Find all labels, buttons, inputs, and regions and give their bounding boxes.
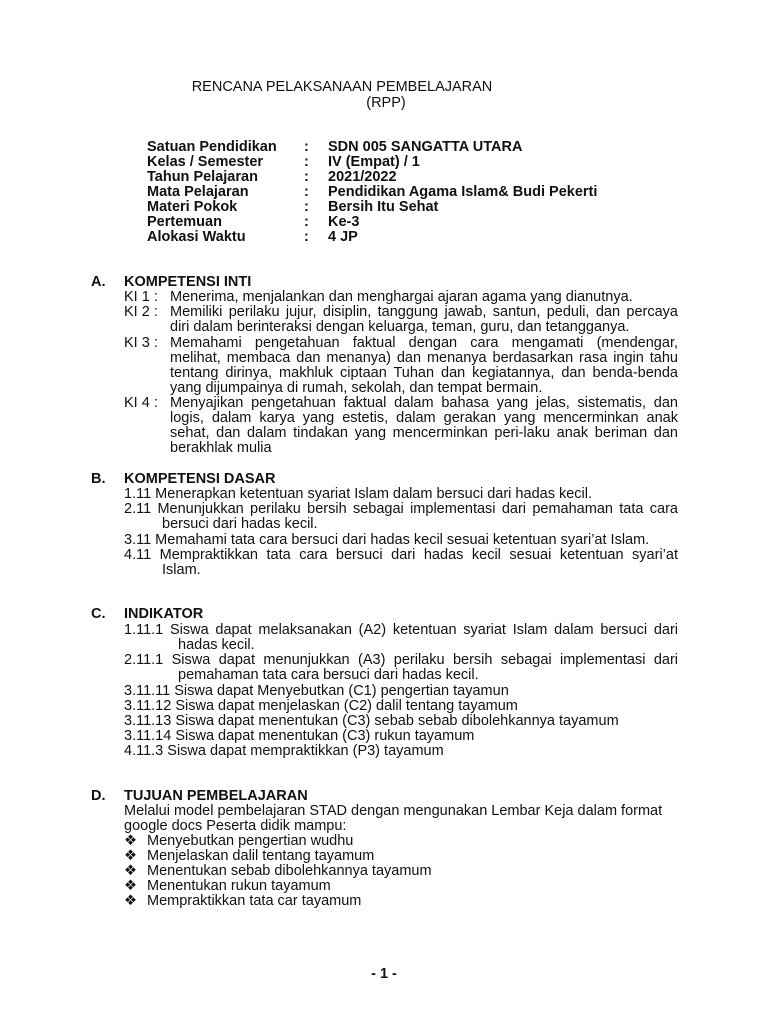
identity-value: 4 JP — [328, 229, 358, 245]
identity-colon: : — [304, 199, 309, 215]
ki-number: KI 2 : — [124, 304, 158, 320]
objective-item: Menyebutkan pengertian wudhu — [147, 833, 354, 849]
identity-value: SDN 005 SANGATTA UTARA — [328, 139, 523, 155]
identity-label: Satuan Pendidikan — [147, 139, 277, 155]
identity-value: Ke-3 — [328, 214, 360, 230]
identity-label: Pertemuan — [147, 214, 222, 230]
diamond-bullet-icon: ❖ — [124, 848, 137, 864]
diamond-bullet-icon: ❖ — [124, 893, 137, 909]
section-letter: A. — [91, 274, 106, 290]
identity-colon: : — [304, 169, 309, 185]
identity-colon: : — [304, 139, 309, 155]
ki-number: KI 3 : — [124, 335, 158, 351]
identity-label: Alokasi Waktu — [147, 229, 246, 245]
ki-text: Memiliki perilaku jujur, disiplin, tanggung jawab, santun, peduli, dan percaya — [170, 304, 678, 320]
identity-label: Tahun Pelajaran — [147, 169, 258, 185]
ki-number: KI 1 : — [124, 289, 158, 305]
diamond-bullet-icon: ❖ — [124, 833, 137, 849]
objective-item: Menentukan rukun tayamum — [147, 878, 331, 894]
document-subtitle: (RPP) — [366, 95, 406, 111]
section-letter: C. — [91, 606, 106, 622]
indicator-line: 3.11.11 Siswa dapat Menyebutkan (C1) pengertian tayamun — [124, 683, 509, 699]
section-heading: INDIKATOR — [124, 606, 204, 622]
identity-colon: : — [304, 229, 309, 245]
kd-line: Islam. — [162, 562, 201, 578]
kd-line: bersuci dari hadas kecil. — [162, 516, 318, 532]
ki-text: logis, dalam karya yang estetis, dalam gerakan yang mencerminkan anak — [170, 410, 678, 426]
indicator-line: 4.11.3 Siswa dapat mempraktikkan (P3) tayamum — [124, 743, 444, 759]
identity-colon: : — [304, 214, 309, 230]
document-title: RENCANA PELAKSANAAN PEMBELAJARAN — [191, 79, 493, 95]
objective-intro: Melalui model pembelajaran STAD dengan mengunakan Lembar Keja dalam format — [124, 803, 663, 819]
identity-value: Bersih Itu Sehat — [328, 199, 439, 215]
identity-label: Kelas / Semester — [147, 154, 264, 170]
page-number: - 1 - — [371, 966, 397, 982]
indicator-line: 3.11.12 Siswa dapat menjelaskan (C2) dalil tentang tayamum — [124, 698, 518, 714]
ki-text: Menyajikan pengetahuan faktual dalam bahasa yang jelas, sistematis, dan — [170, 395, 678, 411]
ki-text: diri dalam berinteraksi dengan keluarga, teman, guru, dan tetangganya. — [170, 319, 630, 335]
objective-intro: google docs Peserta didik mampu: — [124, 818, 347, 834]
identity-value: Pendidikan Agama Islam& Budi Pekerti — [328, 184, 598, 200]
identity-colon: : — [304, 184, 309, 200]
kd-line: 1.11 Menerapkan ketentuan syariat Islam dalam bersuci dari hadas kecil. — [124, 486, 593, 502]
identity-value: IV (Empat) / 1 — [328, 154, 420, 170]
ki-text: berakhlak mulia — [170, 440, 272, 456]
section-heading: TUJUAN PEMBELAJARAN — [124, 788, 308, 804]
indicator-line: 2.11.1 Siswa dapat menunjukkan (A3) perilaku bersih sebagai implementasi dari — [124, 652, 678, 668]
indicator-line: 3.11.13 Siswa dapat menentukan (C3) sebab sebab dibolehkannya tayamum — [124, 713, 619, 729]
kd-line: 4.11 Mempraktikkan tata cara bersuci dari hadas kecil sesuai ketentuan syari’at — [124, 547, 678, 563]
ki-text: Memahami pengetahuan faktual dengan cara mengamati (mendengar, — [170, 335, 678, 351]
kd-line: 2.11 Menunjukkan perilaku bersih sebagai implementasi dari pemahaman tata cara — [124, 501, 678, 517]
objective-item: Mempraktikkan tata car tayamum — [147, 893, 362, 909]
section-heading: KOMPETENSI DASAR — [124, 471, 276, 487]
ki-number: KI 4 : — [124, 395, 158, 411]
section-letter: B. — [91, 471, 106, 487]
identity-colon: : — [304, 154, 309, 170]
ki-text: sehat, dan dalam tindakan yang mencerminkan peri-laku anak beriman dan — [170, 425, 678, 441]
kd-line: 3.11 Memahami tata cara bersuci dari hadas kecil sesuai ketentuan syari’at Islam. — [124, 532, 650, 548]
diamond-bullet-icon: ❖ — [124, 863, 137, 879]
section-heading: KOMPETENSI INTI — [124, 274, 252, 290]
identity-label: Materi Pokok — [147, 199, 238, 215]
indicator-line: 1.11.1 Siswa dapat melaksanakan (A2) ketentuan syariat Islam dalam bersuci dari — [124, 622, 678, 638]
objective-item: Menjelaskan dalil tentang tayamum — [147, 848, 375, 864]
identity-value: 2021/2022 — [328, 169, 397, 185]
indicator-line: pemahaman tata cara bersuci dari hadas kecil. — [178, 667, 479, 683]
ki-text: Menerima, menjalankan dan menghargai ajaran agama yang dianutnya. — [170, 289, 633, 305]
ki-text: melihat, membaca dan menanya) dan menanya berdasarkan rasa ingin tahu — [170, 350, 678, 366]
objective-item: Menentukan sebab dibolehkannya tayamum — [147, 863, 432, 879]
ki-text: tentang dirinya, makhluk ciptaan Tuhan dan kegiatannya, dan benda-benda — [170, 365, 678, 381]
indicator-line: hadas kecil. — [178, 637, 255, 653]
section-letter: D. — [91, 788, 106, 804]
indicator-line: 3.11.14 Siswa dapat menentukan (C3) rukun tayamum — [124, 728, 475, 744]
ki-text: yang dijumpainya di rumah, sekolah, dan tempat bermain. — [170, 380, 543, 396]
diamond-bullet-icon: ❖ — [124, 878, 137, 894]
identity-label: Mata Pelajaran — [147, 184, 249, 200]
